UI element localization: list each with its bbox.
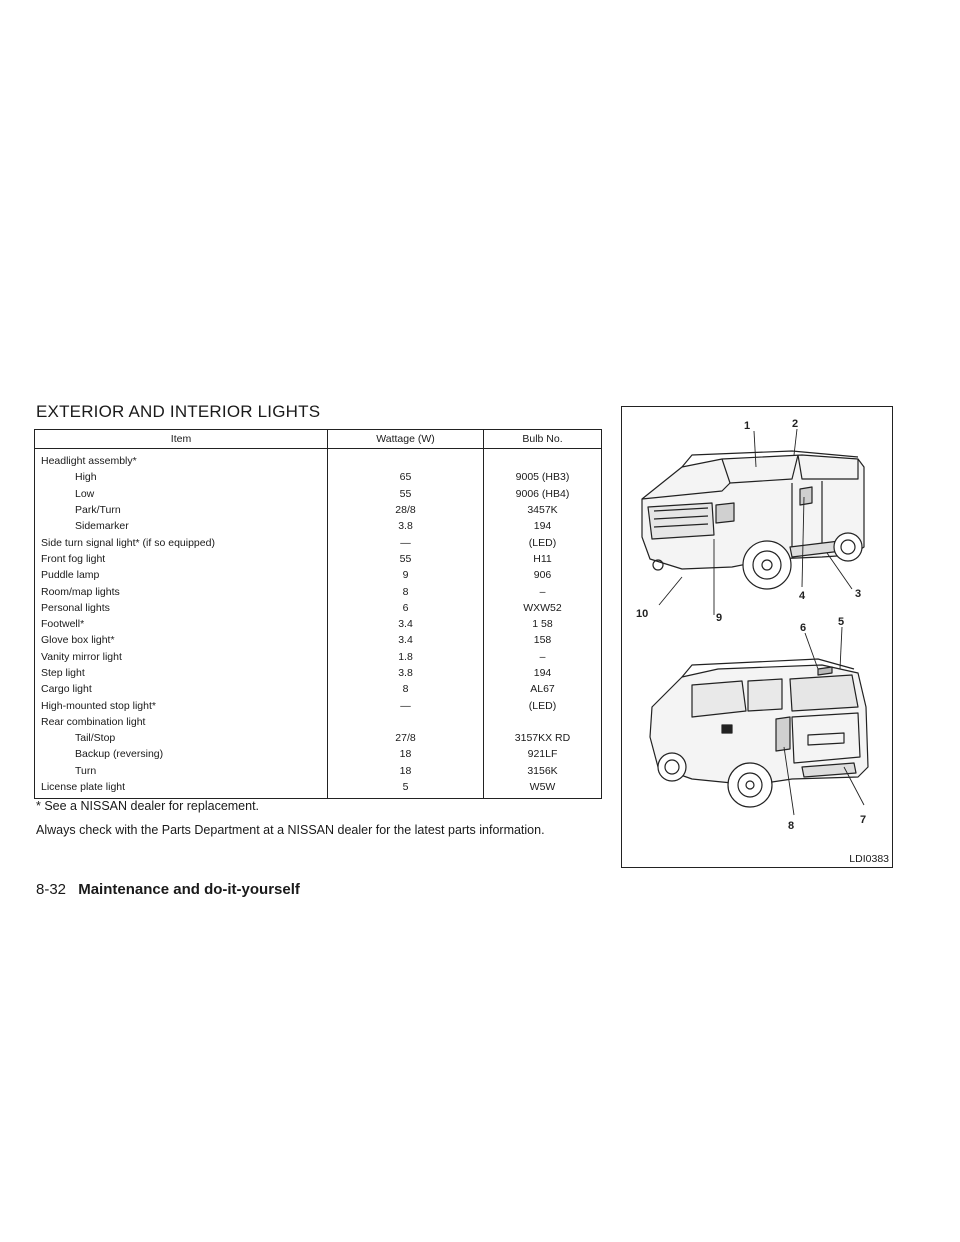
wattage-cell bbox=[328, 449, 484, 470]
callout-2: 2 bbox=[792, 418, 799, 430]
wattage-cell: 9 bbox=[328, 567, 484, 583]
table-row bbox=[35, 746, 602, 762]
wattage-cell: 27/8 bbox=[328, 730, 484, 746]
table-row bbox=[35, 486, 602, 502]
table-row bbox=[35, 449, 602, 470]
section-title: EXTERIOR AND INTERIOR LIGHTS bbox=[36, 402, 321, 421]
wattage-cell: 8 bbox=[328, 681, 484, 697]
item-cell: License plate light bbox=[35, 779, 328, 799]
table-row bbox=[35, 681, 602, 697]
item-cell: Personal lights bbox=[35, 600, 328, 616]
table-row bbox=[35, 697, 602, 713]
table-row bbox=[35, 665, 602, 681]
wattage-cell: 5 bbox=[328, 779, 484, 799]
bulb-cell: 194 bbox=[533, 667, 552, 679]
wattage-cell: — bbox=[328, 697, 484, 713]
table-row bbox=[35, 763, 602, 779]
callout-8: 8 bbox=[788, 820, 795, 832]
wattage-cell: 1.8 bbox=[328, 649, 484, 665]
table-row bbox=[35, 779, 602, 799]
table-row bbox=[35, 714, 602, 730]
header-wattage: Wattage (W) bbox=[328, 430, 484, 449]
wattage-cell: 18 bbox=[328, 763, 484, 779]
item-cell: Low bbox=[35, 486, 328, 502]
rear-vehicle-view bbox=[650, 659, 868, 807]
item-cell: Tail/Stop bbox=[35, 730, 328, 746]
wattage-cell: 3.8 bbox=[328, 518, 484, 534]
bulb-cell: 3156K bbox=[527, 764, 558, 777]
vehicle-light-diagram bbox=[621, 406, 893, 868]
bulb-cell: – bbox=[539, 585, 546, 598]
item-cell: Room/map lights bbox=[35, 583, 328, 599]
figure-code: LDI0383 bbox=[849, 853, 889, 865]
callout-1: 1 bbox=[744, 420, 751, 432]
header-bulb: Bulb No. bbox=[484, 430, 602, 449]
item-cell: Step light bbox=[35, 665, 328, 681]
table-row bbox=[35, 551, 602, 567]
bulb-cell: (LED) bbox=[528, 699, 557, 712]
parts-info: Always check with the Parts Department at a NISSAN dealer for the latest parts information. bbox=[36, 823, 545, 837]
table-row bbox=[35, 600, 602, 616]
item-cell: Puddle lamp bbox=[35, 567, 328, 583]
wattage-cell: 65 bbox=[328, 469, 484, 485]
bulb-cell: WXW52 bbox=[523, 601, 562, 614]
chapter-title: Maintenance and do-it-yourself bbox=[78, 881, 300, 898]
table-row bbox=[35, 730, 602, 746]
item-cell: Vanity mirror light bbox=[35, 649, 328, 665]
bulb-cell: 1 58 bbox=[532, 618, 553, 631]
wattage-cell: 28/8 bbox=[328, 502, 484, 518]
item-cell: High-mounted stop light* bbox=[35, 697, 328, 713]
bulb-cell: 906 bbox=[533, 569, 552, 582]
table-row bbox=[35, 518, 602, 534]
page-footer bbox=[36, 881, 300, 898]
table-row bbox=[35, 616, 602, 632]
bulb-cell: 921LF bbox=[527, 748, 558, 761]
table-row bbox=[35, 583, 602, 599]
item-cell: Backup (reversing) bbox=[35, 746, 328, 762]
callout-7: 7 bbox=[860, 814, 867, 826]
bulb-cell bbox=[484, 714, 602, 730]
bulb-cell: W5W bbox=[529, 781, 556, 794]
item-cell: Footwell* bbox=[35, 616, 328, 632]
front-vehicle-view bbox=[642, 451, 864, 589]
bulb-cell: 194 bbox=[533, 520, 552, 533]
wattage-cell: 18 bbox=[328, 746, 484, 762]
wattage-cell: — bbox=[328, 534, 484, 550]
bulb-cell: (LED) bbox=[528, 536, 557, 549]
vehicle-drawing bbox=[622, 407, 894, 869]
callout-3: 3 bbox=[855, 588, 862, 600]
callout-10: 10 bbox=[636, 608, 649, 620]
wattage-cell: 3.4 bbox=[328, 616, 484, 632]
wattage-cell: 3.4 bbox=[328, 632, 484, 648]
callout-6: 6 bbox=[800, 622, 807, 634]
item-cell: Side turn signal light* (if so equipped) bbox=[35, 534, 328, 550]
table-row bbox=[35, 649, 602, 665]
wattage-cell bbox=[328, 714, 484, 730]
table-row bbox=[35, 632, 602, 648]
table-row bbox=[35, 534, 602, 550]
callout-5: 5 bbox=[838, 616, 845, 628]
item-cell: Rear combination light bbox=[35, 714, 328, 730]
table-body bbox=[35, 449, 602, 799]
bulb-cell: 158 bbox=[533, 634, 552, 647]
wattage-cell: 55 bbox=[328, 551, 484, 567]
bulb-table bbox=[34, 429, 602, 799]
item-cell: Glove box light* bbox=[35, 632, 328, 648]
table-header-row bbox=[35, 430, 602, 449]
item-cell: Cargo light bbox=[35, 681, 328, 697]
wattage-cell: 6 bbox=[328, 600, 484, 616]
bulb-cell: – bbox=[539, 650, 546, 663]
bulb-cell: 3457K bbox=[527, 504, 558, 517]
page-number: 8-32 bbox=[36, 881, 67, 898]
wattage-cell: 3.8 bbox=[328, 665, 484, 681]
callout-4: 4 bbox=[799, 590, 806, 602]
item-cell: High bbox=[35, 469, 328, 485]
wattage-cell: 55 bbox=[328, 486, 484, 502]
bulb-cell: 9005 (HB3) bbox=[515, 471, 570, 484]
bulb-cell: H11 bbox=[533, 552, 552, 565]
bulb-cell: 3157KX RD bbox=[514, 732, 571, 745]
item-cell: Park/Turn bbox=[35, 502, 328, 518]
bulb-cell: AL67 bbox=[530, 683, 555, 696]
table-row bbox=[35, 502, 602, 518]
item-cell: Sidemarker bbox=[35, 518, 328, 534]
item-cell: Turn bbox=[35, 763, 328, 779]
item-cell: Headlight assembly* bbox=[35, 449, 328, 470]
bulb-cell: 9006 (HB4) bbox=[515, 487, 570, 500]
table-row bbox=[35, 567, 602, 583]
item-cell: Front fog light bbox=[35, 551, 328, 567]
table-row bbox=[35, 469, 602, 485]
replacement-note: * See a NISSAN dealer for replacement. bbox=[36, 799, 260, 813]
header-item: Item bbox=[35, 430, 328, 449]
wattage-cell: 8 bbox=[328, 583, 484, 599]
bulb-cell bbox=[484, 449, 602, 470]
callout-9: 9 bbox=[716, 612, 723, 624]
